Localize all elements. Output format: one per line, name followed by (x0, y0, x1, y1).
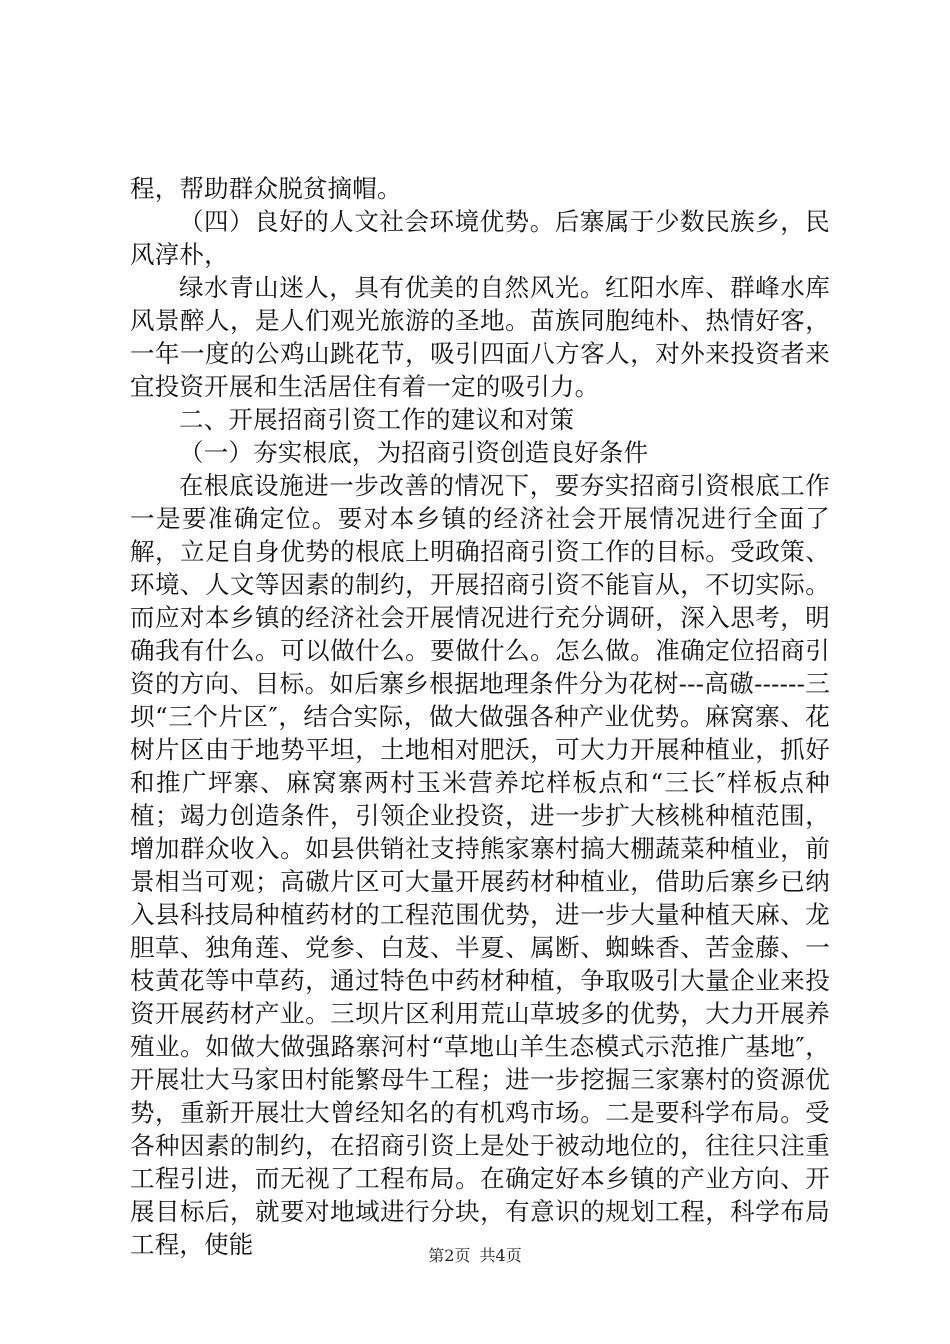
paragraph-continuation: 程，帮助群众脱贫摘帽。 (130, 174, 402, 203)
page-total: 共4页 (479, 1246, 522, 1265)
paragraph-scenery: 绿水青山迷人，具有优美的自然风光。红阳水库、群峰水库风景醉人，是人们观光旅游的圣地。苗族同胞纯朴、热情好客，一年一度的公鸡山跳花节，吸引四面八方客人，对外来投资者来宜投资开展和生活居住有着一定的吸引力。 (130, 273, 830, 401)
document-body (130, 172, 830, 1261)
paragraph-section-four: （四）良好的人文社会环境优势。后寨属于少数民族乡，民风淳朴， (130, 207, 830, 269)
page-footer (0, 1246, 950, 1266)
page-number: 第2页 (428, 1246, 471, 1265)
heading-part-two: 二、开展招商引资工作的建议和对策 (179, 405, 575, 434)
heading-subsection-one: （一）夯实根底，为招商引资创造良好条件 (179, 438, 649, 467)
paragraph-main-body: 在根底设施进一步改善的情况下，要夯实招商引资根底工作一是要准确定位。要对本乡镇的经济社会开展情况进行全面了解，立足自身优势的根底上明确招商引资工作的目标。受政策、环境、人文等因素的制约，开展招商引资不能盲从，不切实际。而应对本乡镇的经济社会开展情况进行充分调研，深入思考，明确我有什么。可以做什么。要做什么。怎么做。准确定位招商引资的方向、目标。如后寨乡根据地理条件分为花树---高磝------三坝“三个片区″，结合实际，做大做强各种产业优势。麻窝寨、花树片区由于地势平坦，土地相对肥沃，可大力开展种植业，抓好和推广坪寨、麻窝寨两村玉米营养坨样板点和“三长″样板点种植；竭力创造条件，引领企业投资，进一步扩大核桃种植范围，增加群众收入。如县供销社支持熊家寨村搞大棚蔬菜种植业，前景相当可观；高磝片区可大量开展药材种植业，借助后寨乡已纳入县科技局种植药材的工程范围优势，进一步大量种植天麻、龙胆草、独角莲、党参、白芨、半夏、属断、蜘蛛香、苦金藤、一枝黄花等中草药，通过特色中药材种植，争取吸引大量企业来投资开展药材产业。三坝片区利用荒山草坡多的优势，大力开展养殖业。如做大做强路寨河村“草地山羊生态模式示范推广基地″，开展壮大马家田村能繁母牛工程；进一步挖掘三家寨村的资源优势，重新开展壮大曾经知名的有机鸡市场。二是要科学布局。受各种因素的制约，在招商引资上是处于被动地位的，往往只注重工程引进，而无视了工程布局。在确定好本乡镇的产业方向、开展目标后，就要对地域进行分块，有意识的规划工程，科学布局工程，使能 (130, 471, 830, 1259)
